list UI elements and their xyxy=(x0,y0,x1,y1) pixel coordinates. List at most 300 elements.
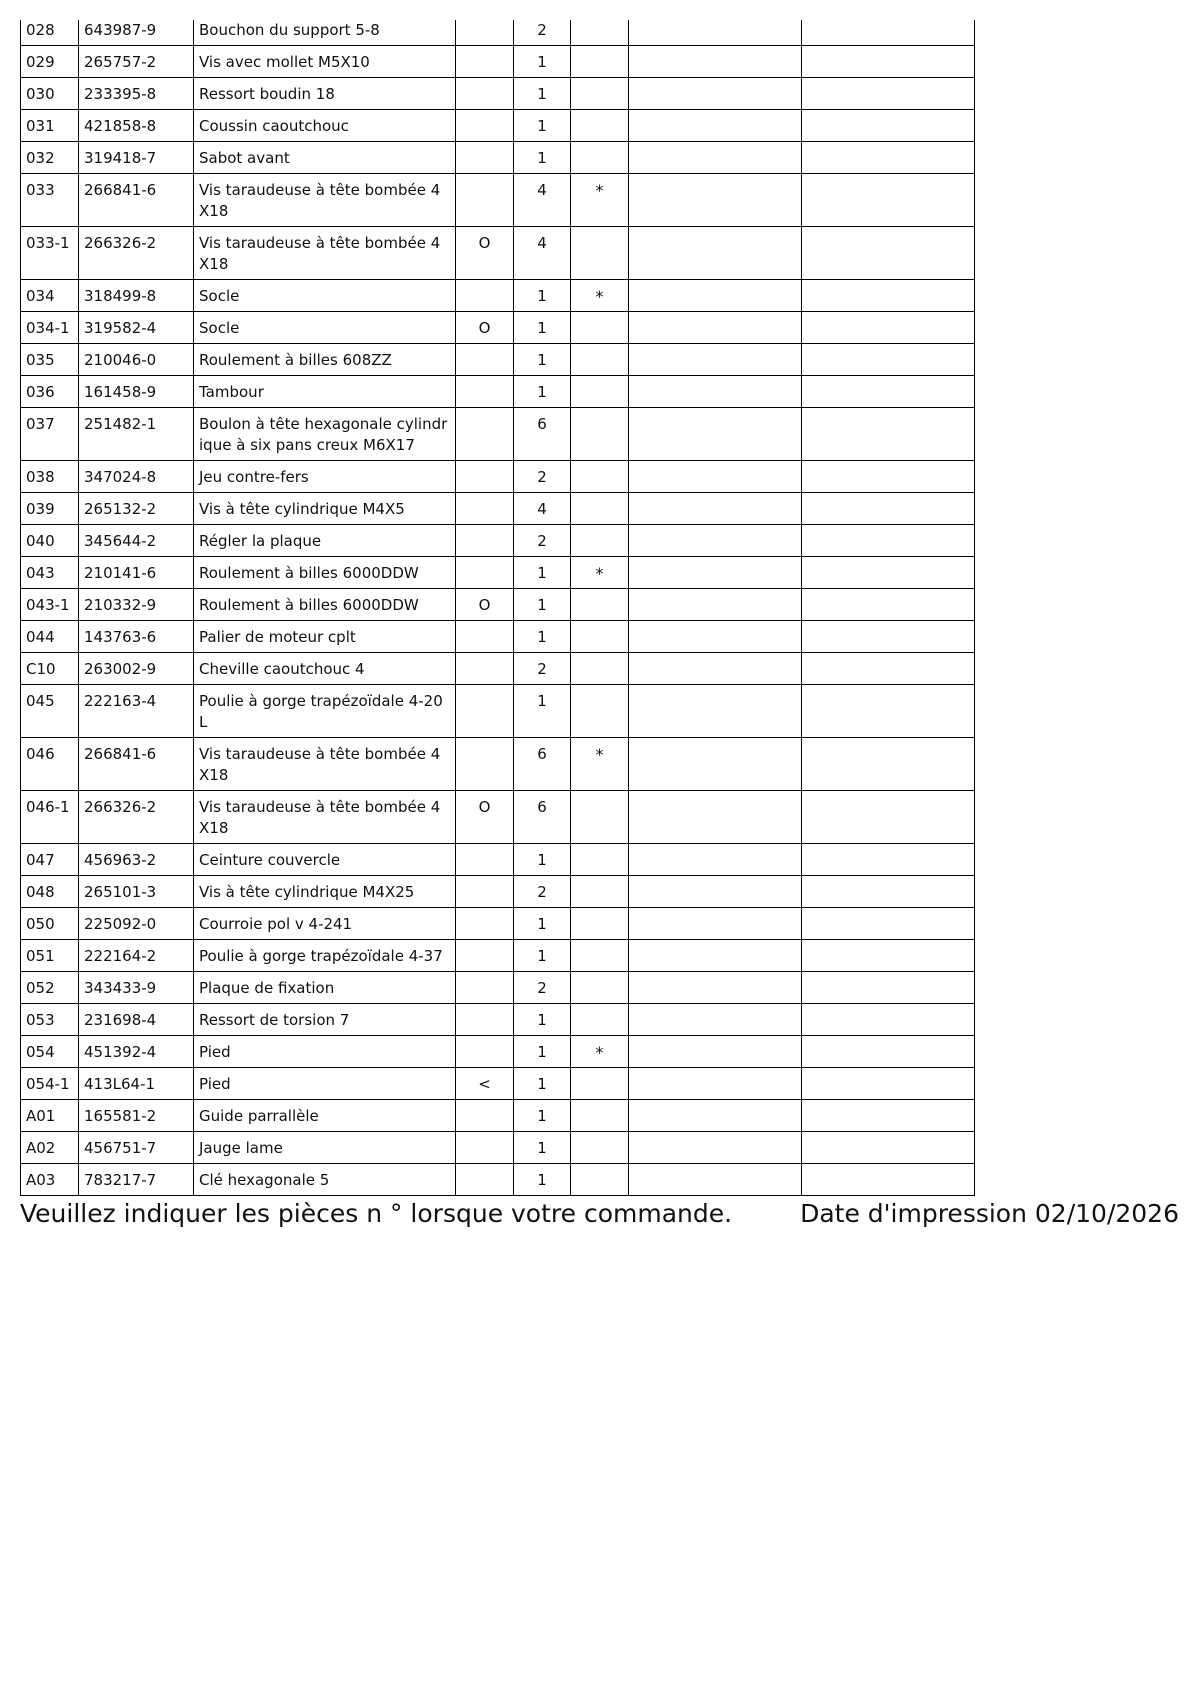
star-cell xyxy=(571,1068,629,1100)
reference-cell: 319418-7 xyxy=(79,142,194,174)
quantity-cell: 4 xyxy=(514,227,571,280)
empty-cell xyxy=(802,1036,975,1068)
description-cell: Socle xyxy=(194,312,456,344)
empty-cell xyxy=(802,621,975,653)
empty-cell xyxy=(629,142,802,174)
table-row xyxy=(21,972,975,1004)
mark-cell: O xyxy=(456,227,514,280)
description-cell: Roulement à billes 6000DDW xyxy=(194,589,456,621)
part-number-cell: 030 xyxy=(21,78,79,110)
star-cell: * xyxy=(571,174,629,227)
empty-cell xyxy=(629,876,802,908)
quantity-cell: 6 xyxy=(514,408,571,461)
mark-cell xyxy=(456,280,514,312)
part-number-cell: 034 xyxy=(21,280,79,312)
star-cell xyxy=(571,876,629,908)
part-number-cell: 033-1 xyxy=(21,227,79,280)
part-number-cell: 046-1 xyxy=(21,791,79,844)
part-number-cell: 048 xyxy=(21,876,79,908)
description-cell: Socle xyxy=(194,280,456,312)
table-row xyxy=(21,280,975,312)
reference-cell: 210046-0 xyxy=(79,344,194,376)
table-row xyxy=(21,653,975,685)
empty-cell xyxy=(802,20,975,46)
quantity-cell: 1 xyxy=(514,685,571,738)
star-cell xyxy=(571,1100,629,1132)
reference-cell: 343433-9 xyxy=(79,972,194,1004)
star-cell xyxy=(571,621,629,653)
empty-cell xyxy=(629,557,802,589)
quantity-cell: 1 xyxy=(514,376,571,408)
empty-cell xyxy=(802,1100,975,1132)
parts-table xyxy=(20,20,975,1196)
part-number-cell: 054-1 xyxy=(21,1068,79,1100)
part-number-cell: 043 xyxy=(21,557,79,589)
quantity-cell: 1 xyxy=(514,940,571,972)
empty-cell xyxy=(802,280,975,312)
star-cell xyxy=(571,1132,629,1164)
table-row xyxy=(21,1036,975,1068)
part-number-cell: 032 xyxy=(21,142,79,174)
empty-cell xyxy=(629,621,802,653)
reference-cell: 318499-8 xyxy=(79,280,194,312)
empty-cell xyxy=(629,653,802,685)
description-cell: Roulement à billes 608ZZ xyxy=(194,344,456,376)
description-cell: Vis avec mollet M5X10 xyxy=(194,46,456,78)
mark-cell xyxy=(456,110,514,142)
empty-cell xyxy=(629,174,802,227)
mark-cell xyxy=(456,653,514,685)
quantity-cell: 2 xyxy=(514,525,571,557)
empty-cell xyxy=(802,78,975,110)
empty-cell xyxy=(802,46,975,78)
table-row xyxy=(21,1004,975,1036)
mark-cell: < xyxy=(456,1068,514,1100)
quantity-cell: 1 xyxy=(514,280,571,312)
part-number-cell: 052 xyxy=(21,972,79,1004)
empty-cell xyxy=(629,1164,802,1196)
mark-cell xyxy=(456,876,514,908)
part-number-cell: 053 xyxy=(21,1004,79,1036)
empty-cell xyxy=(802,174,975,227)
empty-cell xyxy=(802,908,975,940)
table-row xyxy=(21,1132,975,1164)
mark-cell xyxy=(456,493,514,525)
reference-cell: 266841-6 xyxy=(79,738,194,791)
description-cell: Jeu contre-fers xyxy=(194,461,456,493)
star-cell xyxy=(571,1164,629,1196)
quantity-cell: 6 xyxy=(514,791,571,844)
empty-cell xyxy=(629,20,802,46)
description-cell: Pied xyxy=(194,1068,456,1100)
mark-cell xyxy=(456,940,514,972)
star-cell xyxy=(571,972,629,1004)
empty-cell xyxy=(629,1132,802,1164)
quantity-cell: 1 xyxy=(514,142,571,174)
empty-cell xyxy=(629,972,802,1004)
empty-cell xyxy=(629,685,802,738)
empty-cell xyxy=(802,1004,975,1036)
empty-cell xyxy=(802,142,975,174)
reference-cell: 210332-9 xyxy=(79,589,194,621)
table-row xyxy=(21,461,975,493)
part-number-cell: 045 xyxy=(21,685,79,738)
part-number-cell: 047 xyxy=(21,844,79,876)
empty-cell xyxy=(629,1004,802,1036)
print-date: Date d'impression 02/10/2026 xyxy=(800,1199,1179,1228)
description-cell: Pied xyxy=(194,1036,456,1068)
table-row xyxy=(21,493,975,525)
empty-cell xyxy=(629,344,802,376)
description-cell: Tambour xyxy=(194,376,456,408)
reference-cell: 265757-2 xyxy=(79,46,194,78)
empty-cell xyxy=(629,408,802,461)
mark-cell xyxy=(456,461,514,493)
reference-cell: 266841-6 xyxy=(79,174,194,227)
mark-cell xyxy=(456,408,514,461)
parts-table-body xyxy=(21,20,975,1196)
mark-cell xyxy=(456,1100,514,1132)
reference-cell: 210141-6 xyxy=(79,557,194,589)
description-cell: Vis à tête cylindrique M4X5 xyxy=(194,493,456,525)
empty-cell xyxy=(802,653,975,685)
description-cell: Plaque de fixation xyxy=(194,972,456,1004)
description-cell: Vis taraudeuse à tête bombée 4X18 xyxy=(194,791,456,844)
empty-cell xyxy=(802,493,975,525)
description-cell: Vis taraudeuse à tête bombée 4X18 xyxy=(194,738,456,791)
reference-cell: 345644-2 xyxy=(79,525,194,557)
description-cell: Vis taraudeuse à tête bombée 4X18 xyxy=(194,227,456,280)
table-row xyxy=(21,174,975,227)
empty-cell xyxy=(629,461,802,493)
empty-cell xyxy=(802,557,975,589)
empty-cell xyxy=(802,344,975,376)
description-cell: Guide parrallèle xyxy=(194,1100,456,1132)
table-row xyxy=(21,557,975,589)
description-cell: Vis taraudeuse à tête bombée 4X18 xyxy=(194,174,456,227)
reference-cell: 251482-1 xyxy=(79,408,194,461)
quantity-cell: 1 xyxy=(514,312,571,344)
star-cell xyxy=(571,908,629,940)
reference-cell: 413L64-1 xyxy=(79,1068,194,1100)
empty-cell xyxy=(629,1100,802,1132)
empty-cell xyxy=(629,280,802,312)
table-row xyxy=(21,685,975,738)
star-cell: * xyxy=(571,738,629,791)
empty-cell xyxy=(629,312,802,344)
star-cell: * xyxy=(571,557,629,589)
reference-cell: 265101-3 xyxy=(79,876,194,908)
empty-cell xyxy=(629,110,802,142)
empty-cell xyxy=(629,1068,802,1100)
description-cell: Vis à tête cylindrique M4X25 xyxy=(194,876,456,908)
mark-cell xyxy=(456,972,514,1004)
mark-cell: O xyxy=(456,312,514,344)
quantity-cell: 1 xyxy=(514,1068,571,1100)
description-cell: Sabot avant xyxy=(194,142,456,174)
mark-cell: O xyxy=(456,589,514,621)
description-cell: Jauge lame xyxy=(194,1132,456,1164)
star-cell xyxy=(571,312,629,344)
reference-cell: 265132-2 xyxy=(79,493,194,525)
table-row xyxy=(21,844,975,876)
mark-cell xyxy=(456,78,514,110)
description-cell: Régler la plaque xyxy=(194,525,456,557)
star-cell xyxy=(571,78,629,110)
quantity-cell: 2 xyxy=(514,20,571,46)
star-cell xyxy=(571,461,629,493)
part-number-cell: 039 xyxy=(21,493,79,525)
description-cell: Clé hexagonale 5 xyxy=(194,1164,456,1196)
quantity-cell: 1 xyxy=(514,110,571,142)
reference-cell: 233395-8 xyxy=(79,78,194,110)
table-row xyxy=(21,621,975,653)
empty-cell xyxy=(629,940,802,972)
star-cell xyxy=(571,20,629,46)
table-row xyxy=(21,227,975,280)
reference-cell: 161458-9 xyxy=(79,376,194,408)
description-cell: Cheville caoutchouc 4 xyxy=(194,653,456,685)
table-row xyxy=(21,110,975,142)
table-row xyxy=(21,738,975,791)
star-cell xyxy=(571,227,629,280)
part-number-cell: 034-1 xyxy=(21,312,79,344)
description-cell: Boulon à tête hexagonale cylindrique à six pans creux M6X17 xyxy=(194,408,456,461)
star-cell xyxy=(571,940,629,972)
reference-cell: 263002-9 xyxy=(79,653,194,685)
empty-cell xyxy=(802,1132,975,1164)
part-number-cell: 054 xyxy=(21,1036,79,1068)
star-cell xyxy=(571,110,629,142)
part-number-cell: 038 xyxy=(21,461,79,493)
star-cell xyxy=(571,408,629,461)
empty-cell xyxy=(629,908,802,940)
part-number-cell: A01 xyxy=(21,1100,79,1132)
description-cell: Bouchon du support 5-8 xyxy=(194,20,456,46)
mark-cell xyxy=(456,1036,514,1068)
empty-cell xyxy=(629,46,802,78)
part-number-cell: 028 xyxy=(21,20,79,46)
quantity-cell: 1 xyxy=(514,557,571,589)
part-number-cell: A02 xyxy=(21,1132,79,1164)
mark-cell xyxy=(456,46,514,78)
star-cell xyxy=(571,844,629,876)
part-number-cell: 044 xyxy=(21,621,79,653)
table-row xyxy=(21,142,975,174)
quantity-cell: 2 xyxy=(514,972,571,1004)
table-row xyxy=(21,312,975,344)
description-cell: Poulie à gorge trapézoïdale 4-20L xyxy=(194,685,456,738)
reference-cell: 421858-8 xyxy=(79,110,194,142)
empty-cell xyxy=(629,376,802,408)
table-row xyxy=(21,376,975,408)
star-cell xyxy=(571,1004,629,1036)
table-row xyxy=(21,1068,975,1100)
part-number-cell: 035 xyxy=(21,344,79,376)
empty-cell xyxy=(629,78,802,110)
description-cell: Coussin caoutchouc xyxy=(194,110,456,142)
quantity-cell: 2 xyxy=(514,653,571,685)
reference-cell: 347024-8 xyxy=(79,461,194,493)
empty-cell xyxy=(802,525,975,557)
mark-cell xyxy=(456,20,514,46)
reference-cell: 222163-4 xyxy=(79,685,194,738)
table-row xyxy=(21,20,975,46)
part-number-cell: 051 xyxy=(21,940,79,972)
quantity-cell: 1 xyxy=(514,1100,571,1132)
empty-cell xyxy=(802,461,975,493)
star-cell xyxy=(571,685,629,738)
empty-cell xyxy=(802,738,975,791)
quantity-cell: 1 xyxy=(514,844,571,876)
quantity-cell: 1 xyxy=(514,344,571,376)
star-cell xyxy=(571,344,629,376)
quantity-cell: 4 xyxy=(514,174,571,227)
part-number-cell: 031 xyxy=(21,110,79,142)
mark-cell xyxy=(456,557,514,589)
description-cell: Palier de moteur cplt xyxy=(194,621,456,653)
quantity-cell: 1 xyxy=(514,621,571,653)
quantity-cell: 1 xyxy=(514,908,571,940)
mark-cell xyxy=(456,844,514,876)
empty-cell xyxy=(802,589,975,621)
description-cell: Ressort boudin 18 xyxy=(194,78,456,110)
quantity-cell: 1 xyxy=(514,1036,571,1068)
empty-cell xyxy=(802,312,975,344)
table-row xyxy=(21,908,975,940)
mark-cell xyxy=(456,142,514,174)
mark-cell xyxy=(456,908,514,940)
mark-cell xyxy=(456,525,514,557)
table-row xyxy=(21,1164,975,1196)
empty-cell xyxy=(802,876,975,908)
table-row xyxy=(21,1100,975,1132)
empty-cell xyxy=(802,227,975,280)
star-cell xyxy=(571,589,629,621)
reference-cell: 783217-7 xyxy=(79,1164,194,1196)
order-instruction-note: Veuillez indiquer les pièces n ° lorsque votre commande. xyxy=(20,1199,733,1228)
part-number-cell: A03 xyxy=(21,1164,79,1196)
empty-cell xyxy=(629,1036,802,1068)
mark-cell xyxy=(456,174,514,227)
mark-cell xyxy=(456,621,514,653)
empty-cell xyxy=(802,408,975,461)
quantity-cell: 1 xyxy=(514,1004,571,1036)
table-row xyxy=(21,589,975,621)
empty-cell xyxy=(802,1068,975,1100)
table-row xyxy=(21,344,975,376)
empty-cell xyxy=(802,376,975,408)
empty-cell xyxy=(802,940,975,972)
quantity-cell: 1 xyxy=(514,589,571,621)
reference-cell: 451392-4 xyxy=(79,1036,194,1068)
reference-cell: 225092-0 xyxy=(79,908,194,940)
empty-cell xyxy=(802,972,975,1004)
table-row xyxy=(21,940,975,972)
empty-cell xyxy=(802,1164,975,1196)
reference-cell: 222164-2 xyxy=(79,940,194,972)
empty-cell xyxy=(629,493,802,525)
table-row xyxy=(21,876,975,908)
mark-cell xyxy=(456,1004,514,1036)
table-row xyxy=(21,525,975,557)
star-cell xyxy=(571,376,629,408)
empty-cell xyxy=(802,791,975,844)
empty-cell xyxy=(629,525,802,557)
quantity-cell: 1 xyxy=(514,78,571,110)
empty-cell xyxy=(802,110,975,142)
star-cell xyxy=(571,525,629,557)
reference-cell: 143763-6 xyxy=(79,621,194,653)
part-number-cell: 050 xyxy=(21,908,79,940)
reference-cell: 456751-7 xyxy=(79,1132,194,1164)
reference-cell: 266326-2 xyxy=(79,227,194,280)
star-cell xyxy=(571,493,629,525)
mark-cell xyxy=(456,738,514,791)
mark-cell: O xyxy=(456,791,514,844)
quantity-cell: 1 xyxy=(514,1164,571,1196)
table-row xyxy=(21,78,975,110)
table-row xyxy=(21,791,975,844)
part-number-cell: C10 xyxy=(21,653,79,685)
part-number-cell: 036 xyxy=(21,376,79,408)
star-cell: * xyxy=(571,1036,629,1068)
reference-cell: 319582-4 xyxy=(79,312,194,344)
empty-cell xyxy=(629,791,802,844)
quantity-cell: 2 xyxy=(514,876,571,908)
empty-cell xyxy=(629,589,802,621)
empty-cell xyxy=(802,844,975,876)
star-cell xyxy=(571,142,629,174)
star-cell xyxy=(571,653,629,685)
empty-cell xyxy=(629,844,802,876)
empty-cell xyxy=(629,738,802,791)
description-cell: Ceinture couvercle xyxy=(194,844,456,876)
description-cell: Poulie à gorge trapézoïdale 4-37 xyxy=(194,940,456,972)
star-cell: * xyxy=(571,280,629,312)
table-row xyxy=(21,46,975,78)
quantity-cell: 2 xyxy=(514,461,571,493)
quantity-cell: 6 xyxy=(514,738,571,791)
description-cell: Roulement à billes 6000DDW xyxy=(194,557,456,589)
star-cell xyxy=(571,791,629,844)
mark-cell xyxy=(456,376,514,408)
part-number-cell: 040 xyxy=(21,525,79,557)
part-number-cell: 037 xyxy=(21,408,79,461)
part-number-cell: 029 xyxy=(21,46,79,78)
mark-cell xyxy=(456,685,514,738)
reference-cell: 456963-2 xyxy=(79,844,194,876)
mark-cell xyxy=(456,344,514,376)
table-row xyxy=(21,408,975,461)
mark-cell xyxy=(456,1132,514,1164)
mark-cell xyxy=(456,1164,514,1196)
quantity-cell: 1 xyxy=(514,46,571,78)
part-number-cell: 043-1 xyxy=(21,589,79,621)
part-number-cell: 033 xyxy=(21,174,79,227)
description-cell: Ressort de torsion 7 xyxy=(194,1004,456,1036)
empty-cell xyxy=(629,227,802,280)
reference-cell: 165581-2 xyxy=(79,1100,194,1132)
reference-cell: 231698-4 xyxy=(79,1004,194,1036)
quantity-cell: 1 xyxy=(514,1132,571,1164)
empty-cell xyxy=(802,685,975,738)
reference-cell: 643987-9 xyxy=(79,20,194,46)
part-number-cell: 046 xyxy=(21,738,79,791)
description-cell: Courroie pol v 4-241 xyxy=(194,908,456,940)
reference-cell: 266326-2 xyxy=(79,791,194,844)
quantity-cell: 4 xyxy=(514,493,571,525)
